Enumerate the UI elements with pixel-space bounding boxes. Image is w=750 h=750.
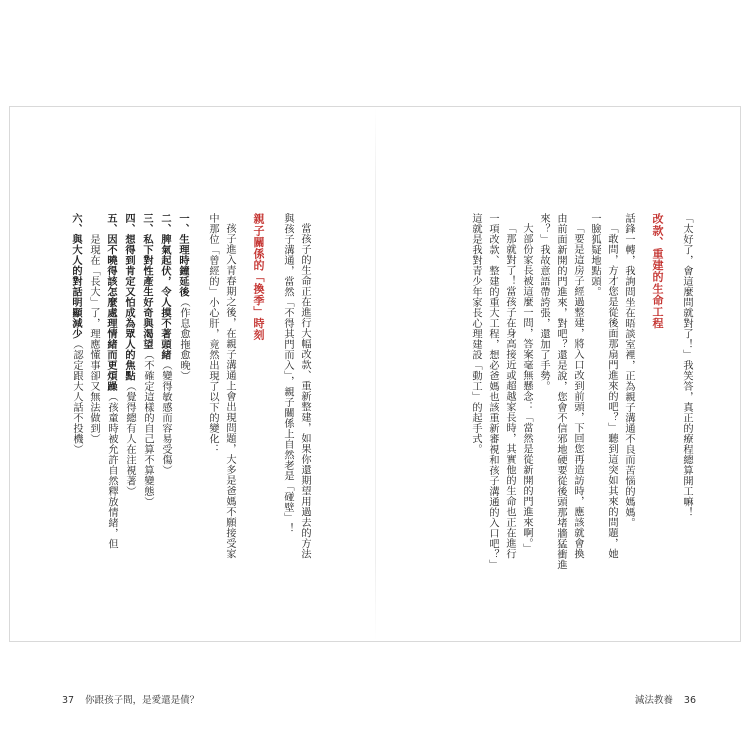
text-line: 話鋒一轉，我詢問坐在晤談室裡，正為親子溝通不良而苦惱的媽媽。 xyxy=(623,213,634,528)
right-page xyxy=(376,107,742,706)
left-page xyxy=(10,107,375,706)
column-spacer xyxy=(267,213,279,633)
column-spacer xyxy=(192,213,204,633)
text-line: 由前面新開的門進來，對吧？還是說，您會不信邪地硬要從後頭那堵牆猛衝進 xyxy=(555,213,566,570)
text-line: 孩子進入青春期之後，在親子溝通上會出現問題，大多是爸媽不願接受家 xyxy=(224,223,235,560)
text-line: 「要是這房子經過整建，將入口改到前頭，下回您再造訪時，應該就會換 xyxy=(572,223,583,560)
right-page-footer xyxy=(635,692,704,706)
text-line: 大部份家長被這麼一問，答案毫無懸念：「當然是從新開的門進來啊。」 xyxy=(521,223,532,555)
column-spacer xyxy=(637,213,649,633)
text-line: 一臉狐疑地點頭。 xyxy=(589,213,600,297)
list-item: 一、生理時鐘延後（作息愈拖愈晚） xyxy=(177,213,189,381)
left-page-body xyxy=(63,213,313,633)
text-line: 「太好了，會這麼問就對了！」我笑答，真正的療程總算開工嘛！ xyxy=(681,213,692,518)
running-title: 減法教養 xyxy=(634,695,673,706)
text-line: 當孩子的生命正在進行大幅改款、重新整建，如果你還期望用過去的方法 xyxy=(299,223,310,560)
text-line: 這就是我對青少年家長心理建設「動工」的起手式。 xyxy=(470,213,481,455)
section-heading: 改款、重建的生命工程 xyxy=(651,213,664,329)
page-number: 36 xyxy=(683,695,696,706)
list-item: 六、與大人的對話明顯減少（認定跟大人話不投機） xyxy=(70,213,82,455)
text-line: 中那位「曾經的」小心肝，竟然出現了以下的變化： xyxy=(207,213,218,455)
text-line: 「那就對了！當孩子在身高接近或超越家長時，其實他的生命也正在進行 xyxy=(504,223,515,560)
column-spacer xyxy=(666,213,678,633)
list-item: 三、私下對性產生好奇與渴望（不確定這樣的自己算不算變態） xyxy=(141,213,153,507)
list-item: 四、想得到肯定又怕成為眾人的焦點（覺得總有人在注視著） xyxy=(123,213,135,497)
page-number: 37 xyxy=(62,695,75,706)
column-spacer xyxy=(238,213,250,633)
list-item: 二、脾氣起伏，令人摸不著頭緒（變得敏感而容易受傷） xyxy=(159,213,171,476)
text-line: 與孩子溝通，當然「不得其門而入」，親子關係上自然老是「碰壁」！ xyxy=(282,213,293,534)
list-item: 五、因不曉得該怎麼處理情緒而更煩躁（孩童時被允許自然釋放情緒，但 xyxy=(105,213,117,549)
text-line: 是現在「長大」了，理應懂事卻又無法做到） xyxy=(88,213,99,444)
left-page-footer xyxy=(54,692,199,706)
book-spread xyxy=(9,106,741,706)
text-line: 一項改款、整建的重大工程，想必爸媽也該重新審視和孩子溝通的入口吧？」 xyxy=(487,213,498,570)
right-page-body xyxy=(445,213,695,633)
text-line: 「敢問，方才您是從後面那扇門進來的吧？」聽到這突如其來的問題，她 xyxy=(606,223,617,560)
running-title: 你跟孩子間，是愛還是債？ xyxy=(85,695,200,706)
text-line: 來？」我故意語帶誇張，還加了手勢。 xyxy=(538,213,549,392)
section-heading: 親子關係的「換季」時刻 xyxy=(252,213,265,341)
